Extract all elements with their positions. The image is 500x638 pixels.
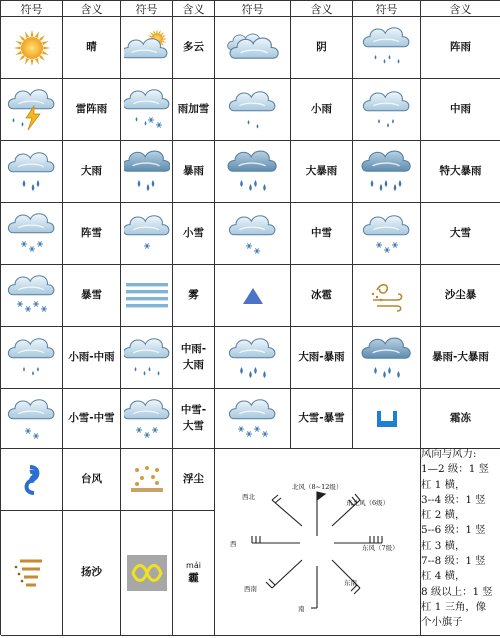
symbol-cell — [121, 449, 173, 511]
meaning-label: 小雨 — [311, 102, 332, 115]
symbol-cell — [1, 327, 63, 389]
meaning-label: 大雪-暴雪 — [298, 411, 345, 424]
meaning-label: 雾 — [188, 288, 199, 301]
light-rain-icon — [225, 84, 281, 136]
meaning-label: 雷阵雨 — [75, 102, 108, 115]
symbol-cell — [353, 389, 421, 449]
wind-barbs-graphic — [214, 448, 420, 634]
blowing-sand-icon — [8, 551, 56, 595]
heavy-rain-icon — [4, 146, 60, 198]
wind-note-line: 7--8 级：1 竖 — [421, 555, 486, 568]
wind-note-line: 杠 4 横， — [421, 570, 466, 583]
meaning-label: 暴雨 — [183, 164, 204, 177]
meaning-label: 小雨-中雨 — [68, 350, 115, 363]
wind-note-line: 8 级以上：1 竖 — [421, 585, 493, 598]
header-symbol: 符号 — [121, 1, 173, 17]
symbol-cell — [215, 389, 291, 449]
symbol-cell — [1, 265, 63, 327]
symbol-cell — [215, 141, 291, 203]
heavy-rain-to-rainstorm-icon — [225, 332, 281, 384]
sleet-icon — [124, 84, 170, 136]
header-meaning: 含义 — [173, 1, 215, 17]
meaning-cell — [421, 203, 500, 265]
heavy-snow-icon — [359, 208, 415, 260]
symbol-cell — [353, 79, 421, 141]
meaning-cell — [291, 203, 353, 265]
meaning-cell — [63, 265, 121, 327]
meaning-label-wrap — [81, 472, 102, 487]
wind-note-line: 杠 1 三角，像 — [421, 600, 487, 613]
symbol-cell — [215, 265, 291, 327]
symbol-cell — [1, 79, 63, 141]
wind-label-east: 东风（7级） — [362, 544, 399, 552]
meaning-label: 小雪 — [183, 226, 204, 239]
overcast-cloud-icon — [225, 22, 281, 74]
heavy-rainstorm-icon — [225, 146, 281, 198]
meaning-cell — [291, 17, 353, 79]
symbol-cell — [1, 389, 63, 449]
symbol-cell — [215, 327, 291, 389]
meaning-cell — [63, 389, 121, 449]
wind-note-line: 杠 2 横， — [421, 509, 466, 522]
meaning-cell — [63, 141, 121, 203]
wind-note-line: 杠 1 横， — [421, 478, 466, 491]
meaning-label: 阵雪 — [81, 226, 102, 239]
symbol-cell — [353, 327, 421, 389]
meaning-label-wrap — [186, 560, 201, 587]
rainstorm-icon — [124, 146, 170, 198]
wind-label-northwest: 西北 — [242, 493, 255, 501]
moderate-rain-icon — [359, 84, 415, 136]
meaning-label: 大暴雨 — [305, 164, 338, 177]
meaning-label: 多云 — [183, 40, 204, 53]
meaning-cell — [291, 79, 353, 141]
wind-notes — [421, 447, 499, 631]
meaning-label: 大雨-暴雨 — [298, 350, 345, 363]
wind-label-west: 西 — [230, 540, 237, 548]
meaning-label-wrap — [81, 565, 102, 580]
meaning-cell — [173, 389, 215, 449]
meaning-cell — [291, 265, 353, 327]
meaning-label: 大雪 — [450, 226, 471, 239]
symbol-cell — [353, 203, 421, 265]
floating-dust-icon — [125, 458, 169, 502]
light-to-moderate-snow-icon — [4, 394, 60, 444]
meaning-label: 台风 — [81, 472, 102, 485]
snow-shower-icon — [4, 208, 60, 260]
meaning-cell — [421, 141, 500, 203]
meaning-label: 霾 — [188, 572, 199, 585]
wind-note-line: 杠 3 横， — [421, 539, 466, 552]
meaning-cell — [173, 511, 215, 636]
meaning-cell — [173, 449, 215, 511]
wind-label-south: 南 — [298, 605, 305, 613]
moderate-to-heavy-snow-icon — [124, 394, 170, 444]
meaning-label: 小雪-中雪 — [68, 411, 115, 424]
meaning-cell — [421, 17, 500, 79]
symbol-cell — [215, 17, 291, 79]
header-meaning: 含义 — [291, 1, 353, 17]
meaning-label: 暴雪 — [81, 288, 102, 301]
shower-rain-icon — [359, 22, 415, 74]
meaning-cell — [291, 141, 353, 203]
wind-note-line: 5--6 级：1 竖 — [421, 524, 486, 537]
meaning-cell — [421, 389, 500, 449]
meaning-label: 暴雨-大暴雨 — [432, 350, 489, 363]
meaning-cell — [173, 141, 215, 203]
partly-cloudy-icon — [124, 22, 170, 74]
symbol-cell — [121, 203, 173, 265]
symbol-cell — [215, 79, 291, 141]
meaning-label: 冰雹 — [311, 288, 332, 301]
header-symbol: 符号 — [1, 1, 63, 17]
wind-label-southeast: 东南 — [344, 579, 357, 587]
heavy-snow-to-snowstorm-icon — [225, 394, 281, 444]
symbol-cell — [215, 203, 291, 265]
meaning-label: 特大暴雨 — [439, 164, 482, 177]
meaning-cell — [291, 327, 353, 389]
meaning-label: 扬沙 — [81, 566, 102, 579]
symbol-cell — [1, 17, 63, 79]
rainstorm-to-heavy-rainstorm-icon — [359, 332, 415, 384]
meaning-cell — [291, 389, 353, 449]
wind-label-north: 北风（8~12级） — [292, 483, 343, 491]
pinyin-label: mái — [186, 560, 201, 570]
frost-icon — [359, 394, 415, 444]
moderate-to-heavy-rain-icon — [124, 332, 170, 384]
meaning-label: 晴 — [86, 40, 97, 53]
symbol-cell — [1, 511, 63, 636]
sun-icon — [4, 22, 60, 74]
meaning-cell — [63, 17, 121, 79]
symbol-cell — [121, 17, 173, 79]
meaning-cell — [173, 79, 215, 141]
symbol-cell — [353, 141, 421, 203]
meaning-cell — [421, 265, 500, 327]
wind-note-line: 1—2 级：1 竖 — [421, 463, 490, 476]
symbol-cell — [121, 389, 173, 449]
symbol-cell — [1, 203, 63, 265]
header-meaning: 含义 — [421, 1, 500, 17]
wind-notes-title: 风向与风力: — [421, 448, 477, 460]
symbol-cell — [121, 265, 173, 327]
wind-label-southwest: 西南 — [244, 585, 257, 593]
header-meaning: 含义 — [63, 1, 121, 17]
meaning-label: 雨加雪 — [177, 102, 210, 115]
symbol-cell — [121, 141, 173, 203]
snowstorm-icon — [4, 270, 60, 322]
meaning-label: 阴 — [316, 40, 327, 53]
symbol-cell — [1, 449, 63, 511]
light-snow-icon — [124, 208, 170, 260]
header-symbol: 符号 — [353, 1, 421, 17]
meaning-cell — [63, 79, 121, 141]
header-symbol: 符号 — [215, 1, 291, 17]
symbol-cell — [1, 141, 63, 203]
meaning-label: 阵雨 — [450, 40, 471, 53]
meaning-cell — [173, 327, 215, 389]
meaning-label: 中雨 — [450, 102, 471, 115]
symbol-cell — [353, 265, 421, 327]
wind-diagram — [214, 448, 420, 634]
light-to-moderate-rain-icon — [4, 332, 60, 384]
meaning-cell — [63, 511, 121, 636]
meaning-label: 大雨 — [81, 164, 102, 177]
meaning-label: 沙尘暴 — [444, 288, 477, 301]
meaning-cell — [63, 449, 121, 511]
meaning-cell — [173, 203, 215, 265]
symbol-cell — [353, 17, 421, 79]
meaning-cell — [421, 79, 500, 141]
sandstorm-icon — [359, 270, 415, 322]
wind-note-line: 3--4 级：1 竖 — [421, 493, 486, 506]
wind-label-northeast: 东北风（6级） — [346, 499, 390, 507]
wind-note-line: 个小旗子 — [421, 616, 463, 629]
thunder-shower-icon — [4, 84, 60, 136]
moderate-snow-icon — [225, 208, 281, 260]
meaning-label: 中雪 — [311, 226, 332, 239]
meaning-cell — [421, 327, 500, 389]
meaning-label: 中雪-大雪 — [180, 404, 207, 432]
meaning-label: 浮尘 — [183, 472, 204, 485]
extreme-rainstorm-icon — [359, 146, 415, 198]
meaning-cell — [63, 327, 121, 389]
symbol-cell — [121, 327, 173, 389]
haze-icon — [125, 551, 169, 595]
hail-icon — [225, 270, 281, 322]
meaning-cell — [173, 17, 215, 79]
meaning-cell — [63, 203, 121, 265]
meaning-label: 霜冻 — [450, 411, 471, 424]
symbol-cell — [121, 511, 173, 636]
meaning-cell — [173, 265, 215, 327]
symbol-cell — [121, 79, 173, 141]
fog-icon — [124, 270, 170, 322]
meaning-label-wrap — [183, 472, 204, 487]
meaning-label: 中雨-大雨 — [180, 343, 207, 371]
typhoon-icon — [8, 458, 56, 502]
